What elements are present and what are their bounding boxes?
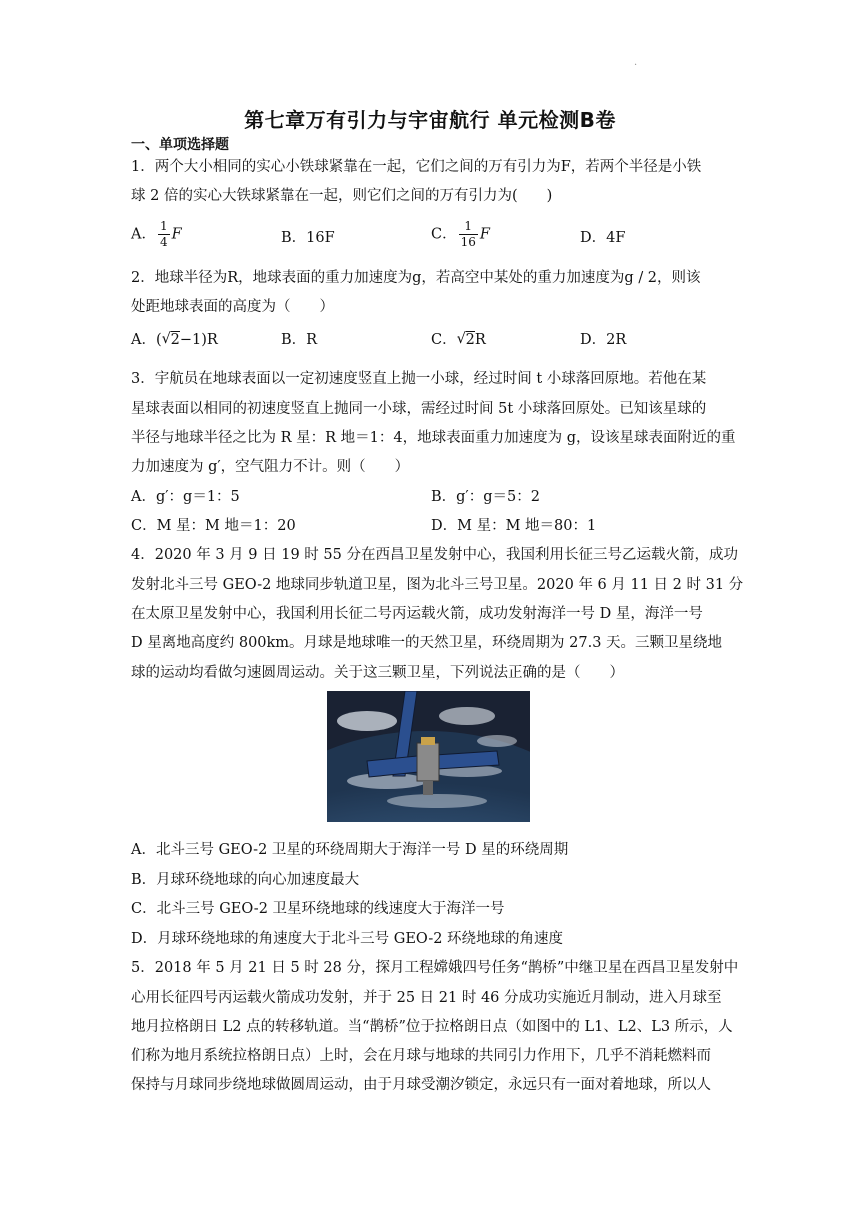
q5-line-2: 心用长征四号丙运载火箭成功发射，并于 25 日 21 时 46 分成功实施近月制动，进入月球至 bbox=[131, 990, 722, 1006]
q4-line-3: 在太原卫星发射中心，我国利用长征二号丙运载火箭，成功发射海洋一号 D 星，海洋一号 bbox=[131, 606, 703, 622]
q3-line-4: 力加速度为 g′，空气阻力不计。则（ ） bbox=[131, 459, 410, 475]
page-title: 第七章万有引力与宇宙航行 单元检测B卷 bbox=[244, 108, 616, 132]
q3-line-3: 半径与地球半径之比为 R 星：R 地＝1：4，地球表面重力加速度为 g，设该星球表面附近的重 bbox=[131, 430, 736, 446]
q3-line-1: 3．宇航员在地球表面以一定初速度竖直上抛一小球，经过时间 t 小球落回原地。若他在某 bbox=[131, 371, 707, 387]
q2-option-b: B．R bbox=[281, 332, 318, 348]
q4-option-a: A．北斗三号 GEO-2 卫星的环绕周期大于海洋一号 D 星的环绕周期 bbox=[131, 842, 569, 858]
q4-line-4: D 星离地高度约 800km。月球是地球唯一的天然卫星，环绕周期为 27.3 天。三颗卫星绕地 bbox=[131, 635, 723, 651]
q5-line-3: 地月拉格朗日 L2 点的转移轨道。当“鹊桥”位于拉格朗日点（如图中的 L1、L2、L3 所示，人 bbox=[131, 1019, 733, 1035]
q2-line-1: 2．地球半径为R，地球表面的重力加速度为g，若高空中某处的重力加速度为g / 2，则该 bbox=[131, 270, 701, 286]
q5-line-5: 保持与月球同步绕地球做圆周运动，由于月球受潮汐锁定，永远只有一面对着地球，所以人 bbox=[131, 1077, 711, 1093]
q3-option-a: A．g′：g＝1：5 bbox=[131, 489, 240, 505]
q2-option-d: D．2R bbox=[580, 332, 627, 348]
q4-option-c: C．北斗三号 GEO-2 卫星环绕地球的线速度大于海洋一号 bbox=[131, 901, 505, 917]
satellite-illustration bbox=[327, 691, 530, 822]
q5-line-4: 们称为地月系统拉格朗日点）上时，会在月球与地球的共同引力作用下，几乎不消耗燃料而 bbox=[131, 1048, 711, 1064]
q4-line-2: 发射北斗三号 GEO-2 地球同步轨道卫星，图为北斗三号卫星。2020 年 6 月 11 日 2 时 31 分 bbox=[131, 577, 744, 593]
q1-line-1: 1．两个大小相同的实心小铁球紧靠在一起，它们之间的万有引力为F，若两个半径是小铁 bbox=[131, 159, 702, 175]
q3-option-d: D．M 星：M 地＝80：1 bbox=[431, 518, 597, 534]
q1-option-c: C． $\frac{1}{16}$ F bbox=[431, 219, 490, 249]
q1-option-d: D．4F bbox=[580, 230, 626, 246]
q4-line-1: 4．2020 年 3 月 9 日 19 时 55 分在西昌卫星发射中心，我国利用长征三号乙运载火箭，成功 bbox=[131, 547, 738, 563]
q3-line-2: 星球表面以相同的初速度竖直上抛同一小球，需经过时间 5t 小球落回原处。已知该星球的 bbox=[131, 401, 707, 417]
satellite-photo bbox=[327, 691, 530, 822]
q4-option-b: B．月球环绕地球的向心加速度最大 bbox=[131, 872, 360, 888]
q1-option-a: A． $\frac{1}{4}$ F bbox=[131, 219, 182, 249]
q2-option-c: C．√ 2R bbox=[431, 328, 486, 349]
section-heading: 一、单项选择题 bbox=[131, 137, 229, 153]
q3-option-b: B．g′：g＝5：2 bbox=[431, 489, 540, 505]
q5-line-1: 5．2018 年 5 月 21 日 5 时 28 分，探月工程嫦娥四号任务“鹊桥”中继卫星在西昌卫星发射中 bbox=[131, 960, 739, 976]
q1-line-2: 球 2 倍的实心大铁球紧靠在一起，则它们之间的万有引力为( ) bbox=[131, 188, 553, 204]
q1-option-b: B．16F bbox=[281, 230, 335, 246]
q2-line-2: 处距地球表面的高度为（ ） bbox=[131, 299, 334, 315]
q4-option-d: D．月球环绕地球的角速度大于北斗三号 GEO-2 环绕地球的角速度 bbox=[131, 931, 564, 947]
q3-option-c: C．M 星：M 地＝1：20 bbox=[131, 518, 296, 534]
header-mark: · bbox=[634, 60, 638, 71]
q4-line-5: 球的运动均看做匀速圆周运动。关于这三颗卫星，下列说法正确的是（ ） bbox=[131, 665, 624, 681]
q2-option-a: A．(√ 2−1)R bbox=[131, 328, 218, 349]
